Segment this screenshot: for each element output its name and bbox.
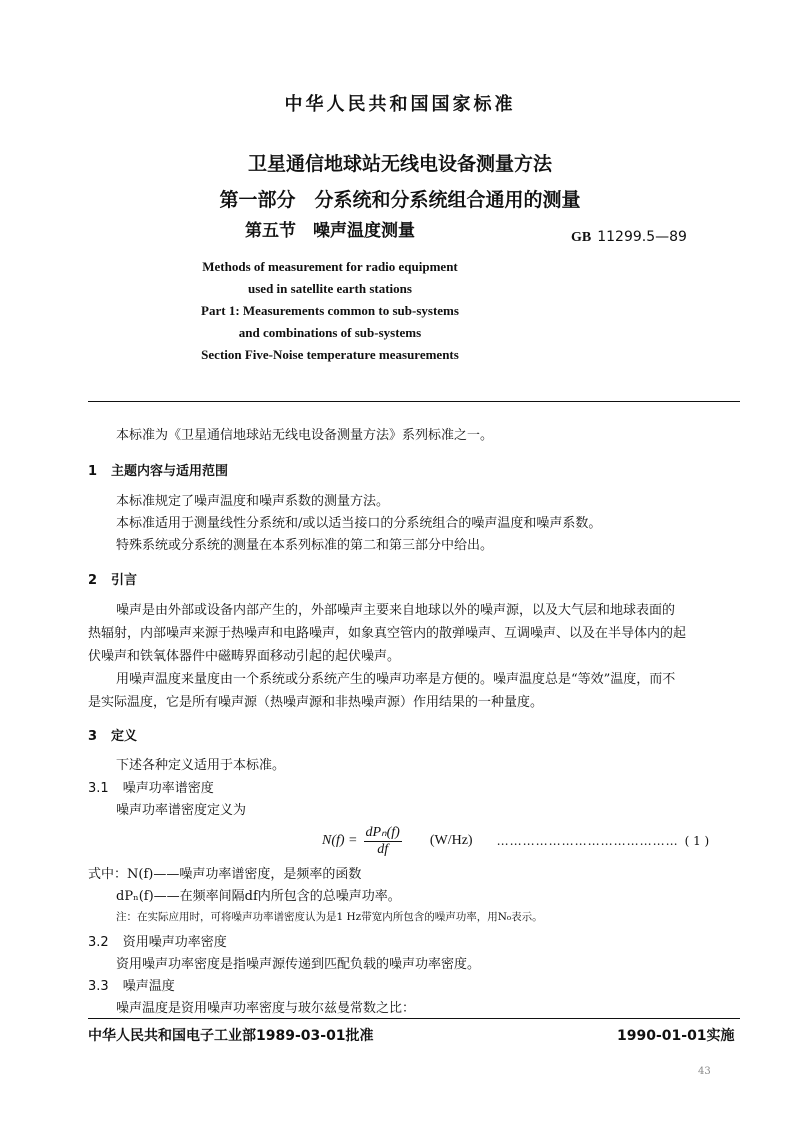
section-1-paragraph-3: 特殊系统或分系统的测量在本系列标准的第二和第三部分中给出。	[116, 538, 494, 553]
section-1-paragraph-2: 本标准适用于测量线性分系统和/或以适当接口的分系统组合的噪声温度和噪声系数。	[116, 516, 602, 531]
subsection-3-2-text: 资用噪声功率密度是指噪声源传递到匹配负载的噪声功率密度。	[116, 957, 481, 972]
effective-date: 1990-01-01实施	[617, 1028, 735, 1044]
subsection-3-1-number: 3.1	[88, 781, 109, 796]
subsection-3-3-title: 噪声温度	[122, 979, 175, 994]
equation-leader-dots: ……………………………………	[496, 834, 679, 848]
equation-fraction	[364, 824, 402, 858]
equation-numerator: dPₙ(f)	[365, 825, 400, 840]
section-2-paragraph-1-line-1: 噪声是由外部或设备内部产生的，外部噪声主要来自地球以外的噪声源，以及大气层和地球表面的	[116, 603, 676, 618]
equation-denominator: df	[377, 842, 389, 857]
subsection-3-1-text: 噪声功率谱密度定义为	[116, 803, 247, 818]
section-1-number: 1	[88, 464, 98, 479]
title-cn-line-3: 第五节 噪声温度测量	[245, 221, 415, 241]
section-2-paragraph-2-line-1: 用噪声温度来量度由一个系统或分系统产生的噪声功率是方便的。噪声温度总是“等效”温度，而不	[116, 672, 676, 687]
page-number: 43	[698, 1066, 711, 1077]
definition-note: 注：在实际应用时，可将噪声功率谱密度认为是1 Hz带宽内所包含的噪声功率，用N₀表示。	[116, 911, 543, 923]
title-en-line-3: Part 1: Measurements common to sub-systems	[201, 303, 459, 318]
standard-number	[571, 229, 687, 246]
title-en-line-1: Methods of measurement for radio equipment	[202, 259, 458, 274]
where-line-1: 式中：N(f)——噪声功率谱密度，是频率的函数	[88, 867, 362, 882]
section-1-heading	[88, 460, 228, 479]
section-2-title: 引言	[111, 573, 138, 588]
gb-code: 11299.5—89	[597, 229, 687, 245]
subsection-3-1-title: 噪声功率谱密度	[122, 781, 214, 796]
subsection-3-3-number: 3.3	[88, 979, 109, 994]
subsection-3-2-number: 3.2	[88, 935, 109, 950]
subsection-3-1-heading	[88, 777, 214, 796]
section-2-paragraph-1-line-2: 热辐射，内部噪声来源于热噪声和电路噪声，如象真空管内的散弹噪声、互调噪声、以及在半导体内的起	[88, 626, 687, 641]
subsection-3-2-heading	[88, 931, 227, 950]
section-1-paragraph-1: 本标准规定了噪声温度和噪声系数的测量方法。	[116, 494, 390, 509]
equation-lhs: N(f) =	[322, 833, 358, 848]
section-3-number: 3	[88, 729, 98, 744]
section-2-number: 2	[88, 573, 98, 588]
section-2-paragraph-1-line-3: 伏噪声和铁氧体器件中磁畴界面移动引起的起伏噪声。	[88, 649, 401, 664]
section-3-title: 定义	[111, 729, 138, 744]
approval-line: 中华人民共和国电子工业部1989-03-01批准	[88, 1028, 374, 1044]
title-en-line-4: and combinations of sub-systems	[238, 325, 422, 340]
section-3-paragraph-1: 下述各种定义适用于本标准。	[116, 758, 286, 773]
title-cn-line-1: 卫星通信地球站无线电设备测量方法	[247, 153, 552, 175]
subsection-3-2-title: 资用噪声功率密度	[122, 935, 227, 950]
national-standard-heading: 中华人民共和国国家标准	[284, 94, 516, 115]
footer-divider	[88, 1018, 740, 1019]
intro-paragraph: 本标准为《卫星通信地球站无线电设备测量方法》系列标准之一。	[116, 428, 494, 443]
equation-unit: (W/Hz)	[429, 833, 473, 848]
title-cn-line-2: 第一部分 分系统和分系统组合通用的测量	[219, 189, 581, 211]
subsection-3-3-text: 噪声温度是资用噪声功率密度与玻尔兹曼常数之比：	[116, 1001, 416, 1016]
section-2-paragraph-2-line-2: 是实际温度，它是所有噪声源（热噪声源和非热噪声源）作用结果的一种量度。	[88, 695, 544, 710]
section-3-heading	[88, 725, 137, 744]
equation-number: ( 1 )	[684, 834, 710, 848]
where-line-2: dPₙ(f)——在频率间隔df内所包含的总噪声功率。	[116, 889, 401, 904]
header-divider	[88, 401, 740, 402]
section-1-title: 主题内容与适用范围	[111, 464, 229, 479]
title-en-line-2: used in satellite earth stations	[248, 281, 412, 296]
subsection-3-3-heading	[88, 975, 175, 994]
equation-1	[322, 824, 709, 858]
title-en-line-5: Section Five-Noise temperature measurements	[201, 347, 459, 362]
gb-prefix: GB	[571, 230, 592, 245]
section-2-heading	[88, 569, 137, 588]
